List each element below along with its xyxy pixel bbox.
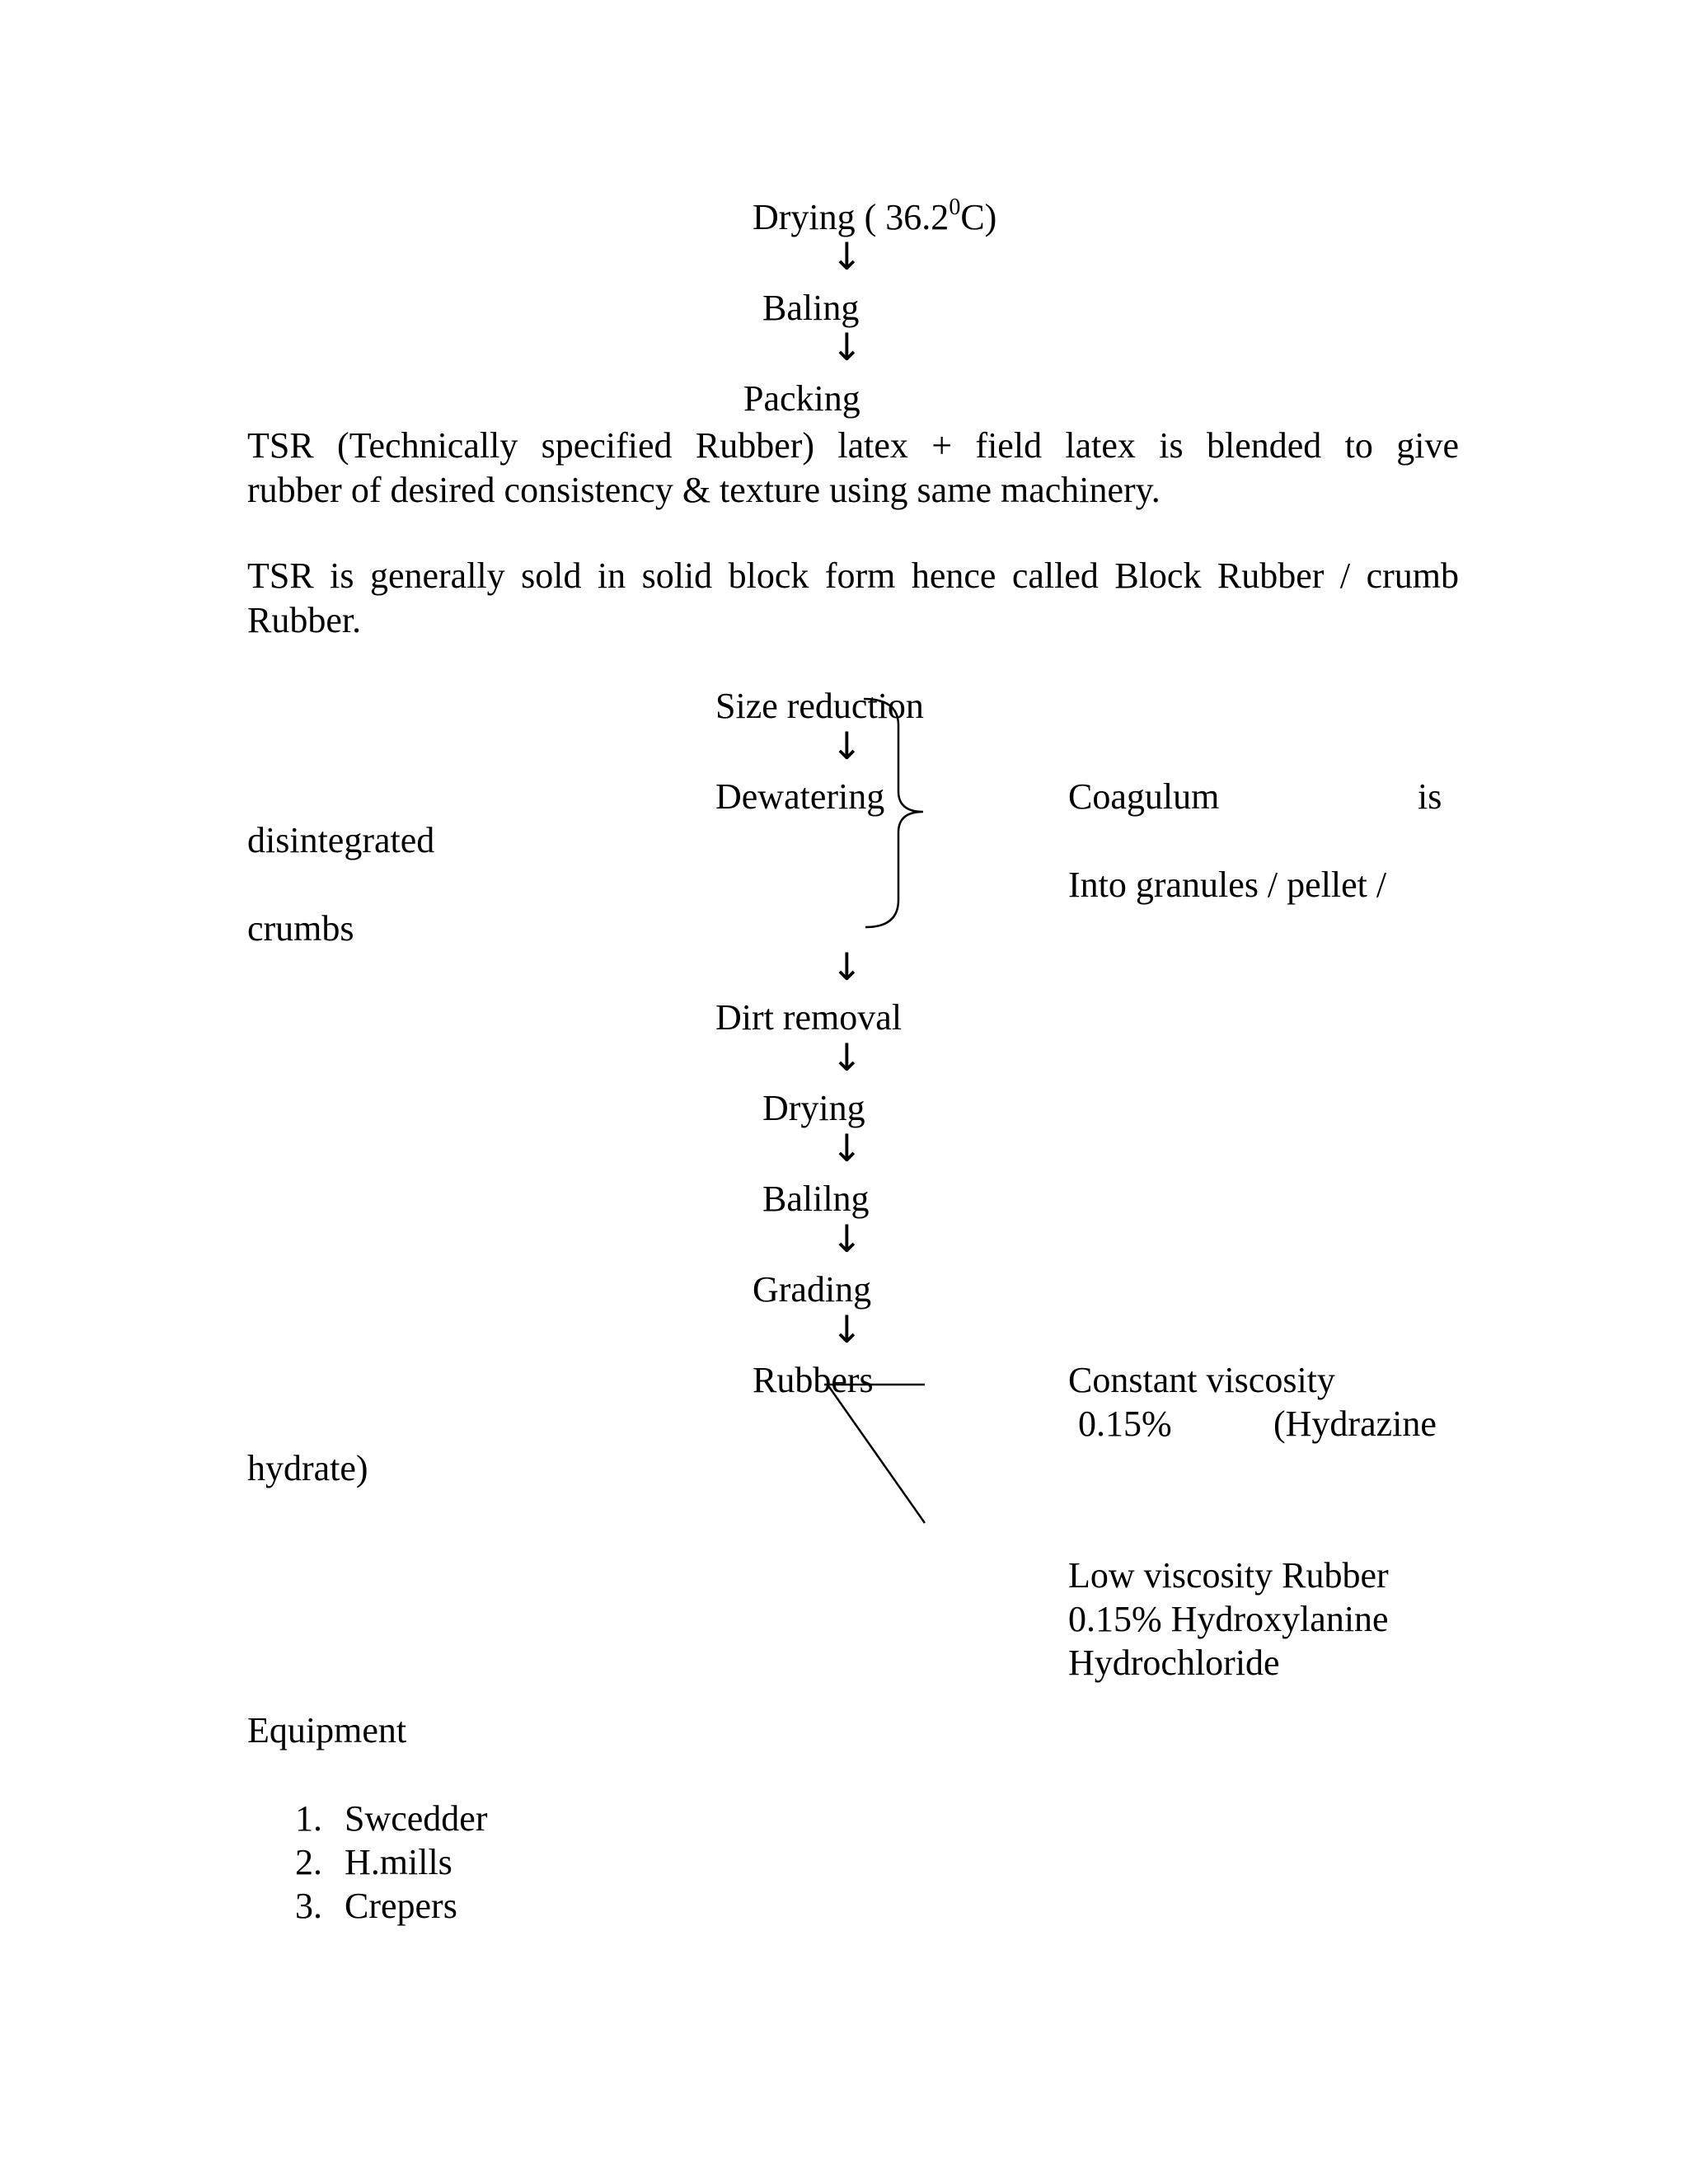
down-arrow-icon: ↓ xyxy=(831,1216,863,1261)
paragraph-line: Rubber. xyxy=(247,600,362,640)
note-crumbs: crumbs xyxy=(247,908,354,949)
list-number: 1. xyxy=(295,1798,322,1839)
down-arrow-icon: ↓ xyxy=(831,1307,863,1352)
drying-label: Drying ( 36.2 xyxy=(753,197,950,237)
list-label: H.mills xyxy=(345,1842,452,1882)
step-baling: Baling xyxy=(762,288,860,328)
down-arrow-icon: ↓ xyxy=(831,1126,863,1170)
note-constant-viscosity: Constant viscosity xyxy=(1068,1360,1335,1400)
note-hydroxylanine: 0.15% Hydroxylanine xyxy=(1068,1599,1389,1639)
note-percent-hydrazine: 0.15% xyxy=(1078,1404,1172,1444)
step-size-reduction: Size reduction xyxy=(715,686,924,726)
step-dewatering: Dewatering xyxy=(715,776,885,817)
note-hydrate: hydrate) xyxy=(247,1448,368,1488)
equipment-heading: Equipment xyxy=(247,1710,407,1750)
list-number: 3. xyxy=(295,1886,322,1926)
note-coagulum: Coagulum xyxy=(1068,776,1220,817)
list-label: Crepers xyxy=(345,1886,457,1926)
step-rubbers: Rubbers xyxy=(753,1360,874,1400)
down-arrow-icon: ↓ xyxy=(831,1035,863,1080)
list-item xyxy=(295,1798,488,1839)
list-number: 2. xyxy=(295,1842,322,1882)
down-arrow-icon: ↓ xyxy=(831,325,863,369)
list-item xyxy=(295,1888,457,1924)
step-packing: Packing xyxy=(743,378,860,419)
note-is: is xyxy=(1418,776,1442,817)
step-grading: Grading xyxy=(753,1269,872,1310)
note-into-granules: Into granules / pellet / xyxy=(1068,865,1387,905)
degree-superscript: 0 xyxy=(949,194,961,220)
list-item xyxy=(295,1844,452,1881)
note-disintegrated: disintegrated xyxy=(247,820,435,860)
branch-line-diagonal xyxy=(828,1385,925,1523)
paragraph-line: TSR (Technically specified Rubber) latex + field latex is blended to give xyxy=(247,425,1459,466)
step-dirt-removal: Dirt removal xyxy=(715,997,903,1038)
down-arrow-icon: ↓ xyxy=(831,234,863,279)
drying-unit: C) xyxy=(960,197,997,237)
step-drying: Drying xyxy=(762,1088,865,1128)
note-hydrazine: (Hydrazine xyxy=(1273,1404,1437,1444)
curly-brace xyxy=(864,699,923,927)
list-label: Swcedder xyxy=(345,1798,488,1839)
step-balilng: Balilng xyxy=(762,1179,870,1219)
down-arrow-icon: ↓ xyxy=(831,944,863,989)
paragraph-line: rubber of desired consistency & texture using same machinery. xyxy=(247,470,1160,510)
down-arrow-icon: ↓ xyxy=(831,724,863,768)
paragraph-line: TSR is generally sold in solid block form hence called Block Rubber / crumb xyxy=(247,555,1459,596)
note-hydrochloride: Hydrochloride xyxy=(1068,1643,1280,1683)
note-low-viscosity: Low viscosity Rubber xyxy=(1068,1555,1389,1596)
